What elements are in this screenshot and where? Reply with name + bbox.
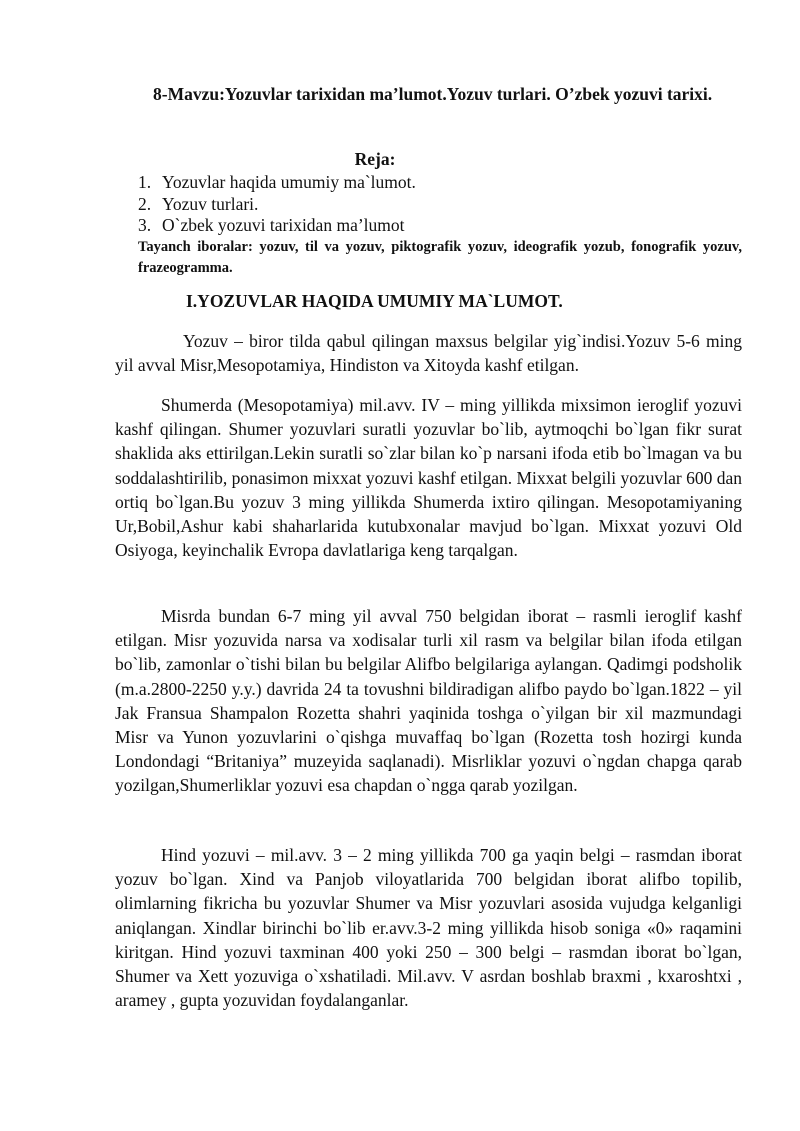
plan-heading: Reja:	[354, 149, 396, 169]
plan-list	[138, 172, 738, 237]
list-item-number: 2.	[138, 193, 152, 214]
section-heading: I.YOZUVLAR HAQIDA UMUMIY MA`LUMOT.	[186, 291, 563, 311]
paragraph: Shumerda (Mesopotamiya) mil.avv. IV – ming yillikda mixsimon ieroglif yozuvi kashf qilingan. Shumer yozuvlari suratli yozuvlar bo`lib, aytmoqchi bo`lgan fikr surat shaklida aks ettirilgan.Lekin suratli so`zlar bilan ko`p narsani ifoda etib bo`lmagan va bu soddalashtirilib, ponasimon mixxat yozuvi kashf etilgan. Mixxat belgili yozuvlar 600 dan ortiq bo`lgan.Bu yozuv 3 ming yillikda Shumerda ixtiro qilingan. Mesopotamiyaning Ur,Bobil,Ashur kabi shaharlarida kutubxonalar mavjud bo`lgan. Mixxat yozuvi Old Osiyoga, keyinchalik Evropa davlatlariga keng tarqalgan.	[115, 395, 742, 561]
paragraph: Misrda bundan 6-7 ming yil avval 750 belgidan iborat – rasmli ieroglif kashf etilgan. Misr yozuvida narsa va xodisalar turli xil rasm va belgilar bilan ifoda etilgan bo`lib, zamonlar o`tishi bilan bu belgilar Alifbo belgilariga aylangan. Qadimgi podsholik (m.a.2800-2250 y.y.) davrida 24 ta tovushni bildiradigan alifbo paydo bo`lgan.1822 – yil Jak Fransua Shampalon Rozetta shahri yaqinida toshga o`yilgan bir xil mazmundagi Misr va Yunon yozuvlarini o`qishga muvaffaq bo`lgan (Rozetta tosh hozirgi kunda Londondagi “Britaniya” muzeyida saqlanadi). Misrliklar yozuvi o`ngdan chapga qarab yozilgan,Shumerliklar yozuvi esa chapdan o`ngga qarab yozilgan.	[115, 606, 742, 796]
list-item-text: Yozuvlar haqida umumiy ma`lumot.	[162, 172, 416, 192]
list-item-number: 3.	[138, 215, 152, 235]
paragraph: Yozuv – biror tilda qabul qilingan maxsus belgilar yig`indisi.Yozuv 5-6 ming yil avval Misr,Mesopotamiya, Hindiston va Xitoyda kashf etilgan.	[115, 331, 742, 376]
list-item-text: Yozuv turlari.	[162, 193, 259, 214]
list-item-number: 1.	[138, 172, 152, 192]
list-item	[138, 194, 738, 216]
list-item-text: O`zbek yozuvi tarixidan ma’lumot	[162, 215, 405, 235]
list-item	[138, 172, 738, 194]
paragraph: Hind yozuvi – mil.avv. 3 – 2 ming yillikda 700 ga yaqin belgi – rasmdan iborat yozuv bo`lgan. Xind va Panjob viloyatlarida 700 belgidan iborat alifbo topilib, olimlarning fikricha bu yozuvlar Shumer va Misr yozuvlari asosida vujudga kelganligi aniqlangan. Xindlar birinchi bo`lib er.avv.3-2 ming yillikda hisob soniga «0» raqamini kiritgan. Hind yozuvi taxminan 400 yoki 250 – 300 belgi – rasmdan iborat bo`lgan, Shumer va Xett yozuviga o`xshatiladi. Mil.avv. V asrdan boshlab braxmi , kxaroshtxi , aramey , gupta yozuvidan foydalanganlar.	[115, 845, 742, 1011]
document-title: 8-Mavzu:Yozuvlar tarixidan ma’lumot.Yozuv turlari. O’zbek yozuvi tarixi.	[153, 84, 713, 104]
keywords: Tayanch iboralar: yozuv, til va yozuv, piktografik yozuv, ideografik yozub, fonografik yozuv, frazeogramma.	[138, 239, 742, 276]
list-item	[138, 215, 738, 237]
